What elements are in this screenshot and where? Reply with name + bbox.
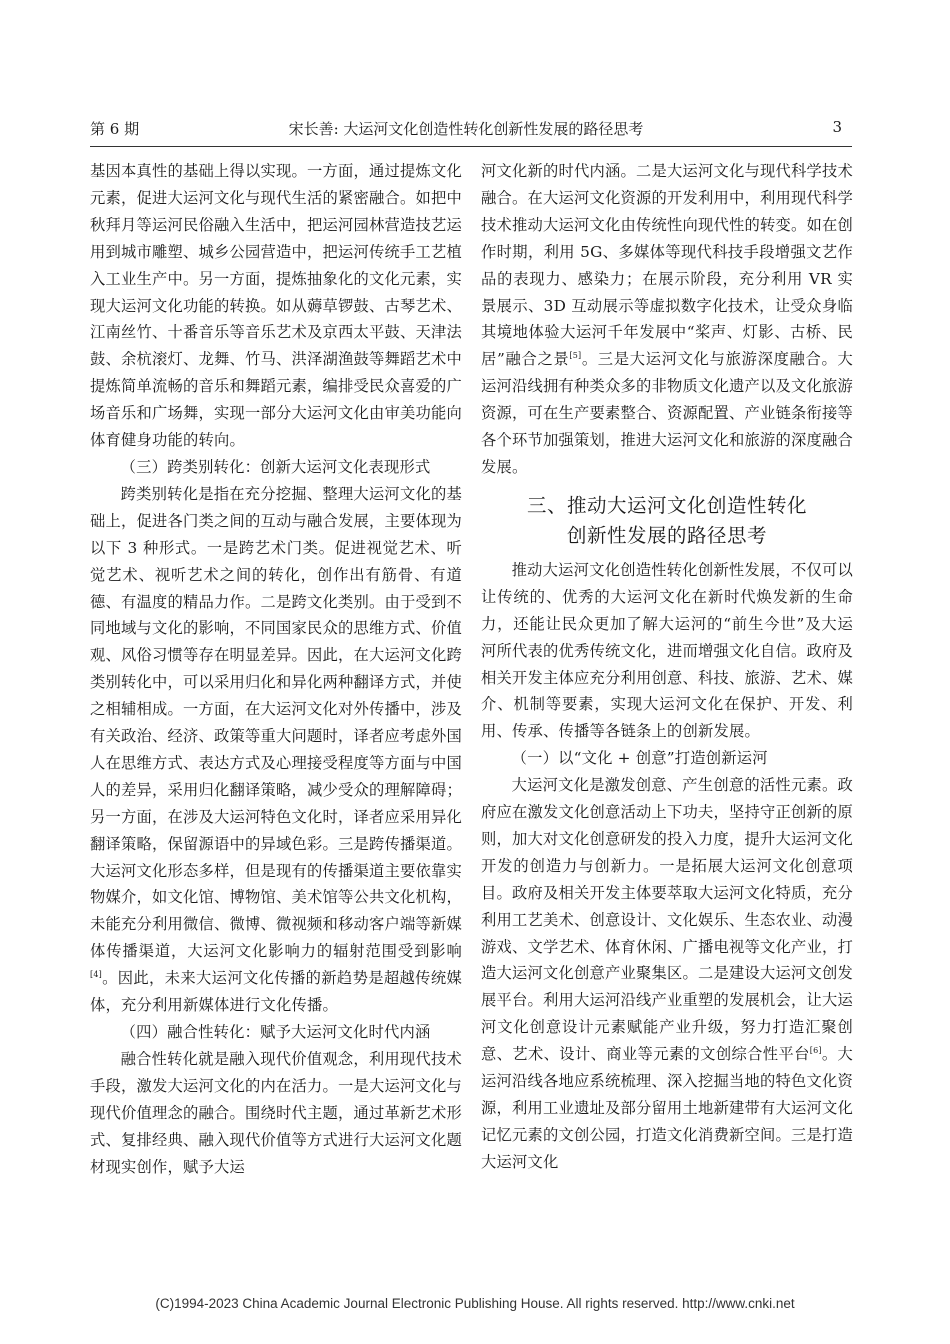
right-column xyxy=(481,158,853,1176)
running-title: 宋长善: 大运河文化创造性转化创新性发展的路径思考 xyxy=(288,120,644,138)
citation-5[interactable]: [5] xyxy=(569,351,582,361)
section-heading xyxy=(481,491,853,551)
header-rule xyxy=(90,146,852,147)
paragraph-text: 大运河文化是激发创意、产生创意的活性元素。政府应在激发文化创意活动上下功夫，坚持守正创新的原则，加大对文化创意研发的投入力度，提升大运河文化开发的创造力与创新力。一是拓展大运河文化创意项目。政府及相关开发主体要萃取大运河文化特质，充分利用工艺美术、创意设计、文化娱乐、生态农业、动漫游戏、文学艺术、体育休闲、广播电视等文化产业，打造大运河文化创意产业聚集区。二是建设大运河文创发展平台。利用大运河沿线产业重塑的发展机会，让大运河文化创意设计元素赋能产业升级，努力打造汇聚创意、艺术、设计、商业等元素的文创综合性平台 xyxy=(481,776,853,1064)
running-header xyxy=(90,118,842,142)
paragraph xyxy=(481,158,853,481)
subheading-4: （四）融合性转化：赋予大运河文化时代内涵 xyxy=(120,1023,431,1041)
paragraph-text: 跨类别转化是指在充分挖掘、整理大运河文化的基础上，促进各门类之间的互动与融合发展，主要体现为以下 3 种形式。一是跨艺术门类。促进视觉艺术、听觉艺术、视听艺术之间的转化，创作出有筋骨、有道德、有温度的精品力作。二是跨文化类别。由于受到不同地域与文化的影响，不同国家民众的思维方式、价值观、风俗习惯等存在明显差异。因此，在大运河文化跨类别转化中，可以采用归化和异化两种翻译方式，并使之相辅相成。一方面，在大运河文化对外传播中，涉及有关政治、经济、政策等重大问题时，译者应考虑外国人在思维方式、表达方式及心理接受程度等方面与中国人的差异，采用归化翻译策略，减少受众的理解障碍；另一方面，在涉及大运河特色文化时，译者应采用异化翻译策略，保留源语中的异域色彩。三是跨传播渠道。大运河文化形态多样，但是现有的传播渠道主要依靠实物媒介，如文化馆、博物馆、美术馆等公共文化机构，未能充分利用微信、微博、微视频和移动客户端等新媒体传播渠道，大运河文化影响力的辐射范围受到影响 xyxy=(90,484,462,961)
paragraph-text: 。三是大运河文化与旅游深度融合。大运河沿线拥有种类众多的非物质文化遗产以及文化旅游资源，可在生产要素整合、资源配置、产业链条衔接等各个环节加强策划，推进大运河文化和旅游的深度融合发展。 xyxy=(481,350,853,476)
section-heading-line1: 三、推动大运河文化创造性转化 xyxy=(526,493,807,517)
paragraph-text: 河文化新的时代内涵。二是大运河文化与现代科学技术融合。在大运河文化资源的开发利用中，利用现代科学技术推动大运河文化由传统性向现代性的转变。如在创作时期，利用 5G、多媒体等现代科技手段增强文艺作品的表现力、感染力；在展示阶段，充分利用 VR 实景展示、3D 互动展示等虚拟数字化技术，让受众身临其境地体验大运河千年发展中“桨声、灯影、古桥、民居”融合之景 xyxy=(481,162,853,369)
paragraph-text: 。大运河沿线各地应系统梳理、深入挖掘当地的特色文化资源，利用工业遗址及部分留用土地新建带有大运河文化记忆元素的文创公园，打造文化消费新空间。三是打造大运河文化 xyxy=(481,1045,853,1171)
section-heading-line2: 创新性发展的路径思考 xyxy=(566,523,767,547)
paragraph-text: 。因此，未来大运河文化传播的新趋势是超越传统媒体，充分利用新媒体进行文化传播。 xyxy=(90,969,462,1015)
citation-6[interactable]: [6] xyxy=(809,1046,822,1056)
citation-4[interactable]: [4] xyxy=(90,970,102,980)
paragraph xyxy=(90,481,462,1019)
issue-number: 第 6 期 xyxy=(90,120,140,138)
paragraph: 推动大运河文化创造性转化创新性发展，不仅可以让传统的、优秀的大运河文化在新时代焕发新的生命力，还能让民众更加了解大运河的“前生今世”及大运河所代表的优秀传统文化，进而增强文化自信。政府及相关开发主体应充分利用创意、科技、旅游、艺术、媒介、机制等要素，实现大运河文化在保护、开发、利用、传承、传播等各链条上的创新发展。 xyxy=(481,560,853,741)
paragraph: 融合性转化就是融入现代价值观念，利用现代技术手段，激发大运河文化的内在活力。一是大运河文化与现代价值理念的融合。围绕时代主题，通过革新艺术形式、复排经典、融入现代价值等方式进行大运河文化题材现实创作，赋予大运 xyxy=(90,1049,462,1176)
page-number: 3 xyxy=(832,118,842,136)
subheading-1: （一）以“文化 + 创意”打造创新运河 xyxy=(511,749,768,768)
copyright-footer: (C)1994-2023 China Academic Journal Electronic Publishing House. All rights reserved. http://www.cnki.net xyxy=(155,1296,795,1311)
paragraph xyxy=(481,772,853,1176)
paragraph: 基因本真性的基础上得以实现。一方面，通过提炼文化元素，促进大运河文化与现代生活的紧密融合。如把中秋拜月等运河民俗融入生活中，把运河园林营造技艺运用到城市雕塑、城乡公园营造中，把运河传统手工艺植入工业生产中。另一方面，提炼抽象化的文化元素，实现大运河文化功能的转换。如从薅草锣鼓、古琴艺术、江南丝竹、十番音乐等音乐艺术及京西太平鼓、天津法鼓、余杭滚灯、龙舞、竹马、洪泽湖渔鼓等舞蹈艺术中提炼简单流畅的音乐和舞蹈元素，编排受民众喜爱的广场音乐和广场舞，实现一部分大运河文化由审美功能向体育健身功能的转向。 xyxy=(90,162,462,450)
left-column xyxy=(90,158,462,1180)
subheading-3: （三）跨类别转化：创新大运河文化表现形式 xyxy=(120,457,431,476)
